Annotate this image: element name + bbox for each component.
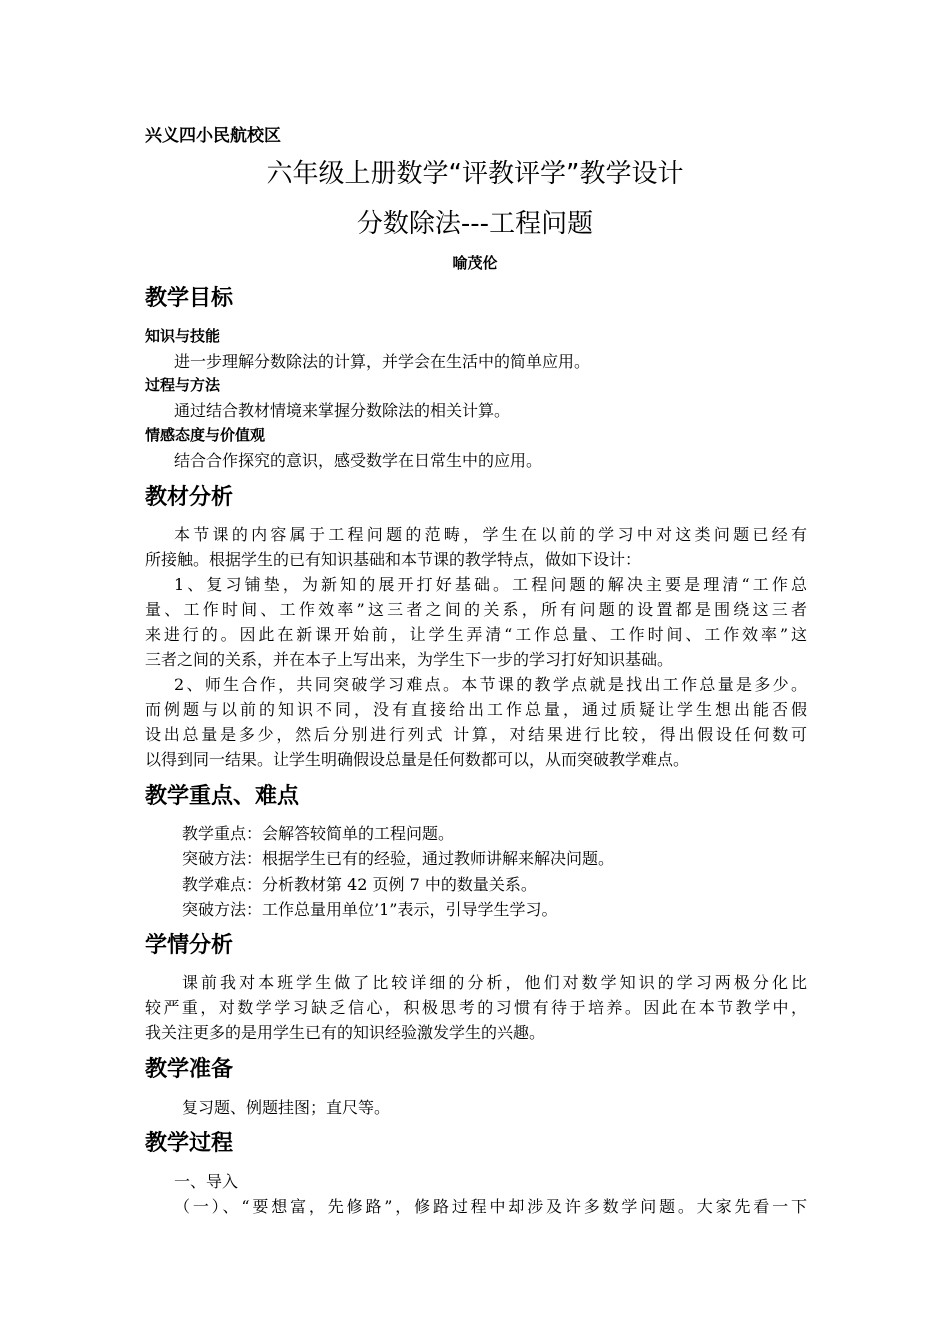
preparation-heading: 教学准备 — [145, 1057, 234, 1082]
key-point-line: 教学重点：会解答较简单的工程问题。 — [182, 824, 455, 843]
students-heading: 学情分析 — [145, 933, 234, 958]
key-point-line: 突破方法：工作总量用单位’1”表示，引导学生学习。 — [182, 900, 558, 919]
school-name: 兴义四小民航校区 — [145, 126, 281, 146]
process-method-heading: 过程与方法 — [145, 376, 221, 394]
emotion-heading: 情感态度与价值观 — [145, 426, 266, 444]
analysis-line: 本节课的内容属于工程问题的范畴，学生在以前的学习中对这类问题已经有 — [174, 525, 807, 544]
key-points-heading: 教学重点、难点 — [145, 784, 300, 809]
analysis-line: 量、工作时间、工作效率”这三者之间的关系，所有问题的设置都是围绕这三者 — [145, 600, 807, 619]
analysis-line: 以得到同一结果。让学生明确假设总量是任何数都可以，从而突破教学难点。 — [145, 750, 690, 769]
document-subtitle: 分数除法---工程问题 — [356, 209, 594, 239]
analysis-line: 而例题与以前的知识不同，没有直接给出工作总量，通过质疑让学生想出能否假 — [145, 700, 807, 719]
process-method-text: 通过结合教材情境来掌握分数除法的相关计算。 — [174, 401, 511, 420]
knowledge-text: 进一步理解分数除法的计算，并学会在生活中的简单应用。 — [174, 352, 591, 371]
students-line: 课前我对本班学生做了比较详细的分析，他们对数学知识的学习两极分化比 — [182, 973, 807, 992]
document-title: 六年级上册数学“评教评学”教学设计 — [266, 159, 684, 189]
emotion-text: 结合合作探究的意识，感受数学在日常生中的应用。 — [174, 451, 543, 470]
students-line: 我关注更多的是用学生已有的知识经验激发学生的兴趣。 — [145, 1023, 546, 1042]
analysis-heading: 教材分析 — [145, 485, 234, 510]
analysis-line: 1、复习铺垫，为新知的展开打好基础。工程问题的解决主要是理清“工作总 — [174, 575, 807, 594]
key-point-line: 教学难点：分析教材第 42 页例 7 中的数量关系。 — [182, 875, 537, 894]
analysis-line: 来进行的。因此在新课开始前，让学生弄清“工作总量、工作时间、工作效率”这 — [145, 625, 807, 644]
analysis-line: 设出总量是多少，然后分别进行列式 计算，对结果进行比较，得出假设任何数可 — [145, 725, 807, 744]
process-step-text: （一）、“要想富，先修路”，修路过程中却涉及许多数学问题。大家先看一下 — [174, 1197, 807, 1216]
analysis-line: 2、师生合作，共同突破学习难点。本节课的教学点就是找出工作总量是多少。 — [174, 675, 807, 694]
key-point-line: 突破方法：根据学生已有的经验，通过教师讲解来解决问题。 — [182, 849, 615, 868]
author-name: 喻茂伦 — [452, 254, 498, 272]
process-heading: 教学过程 — [145, 1131, 234, 1156]
analysis-line: 三者之间的关系，并在本子上写出来，为学生下一步的学习打好知识基础。 — [145, 650, 674, 669]
analysis-line: 所接触。根据学生的已有知识基础和本节课的教学特点，做如下设计： — [145, 550, 642, 569]
preparation-text: 复习题、例题挂图；直尺等。 — [182, 1098, 391, 1117]
process-step-title: 一、导入 — [174, 1172, 239, 1191]
students-line: 较严重，对数学学习缺乏信心，积极思考的习惯有待于培养。因此在本节教学中， — [145, 998, 807, 1017]
knowledge-heading: 知识与技能 — [145, 327, 221, 345]
objectives-heading: 教学目标 — [145, 286, 234, 311]
